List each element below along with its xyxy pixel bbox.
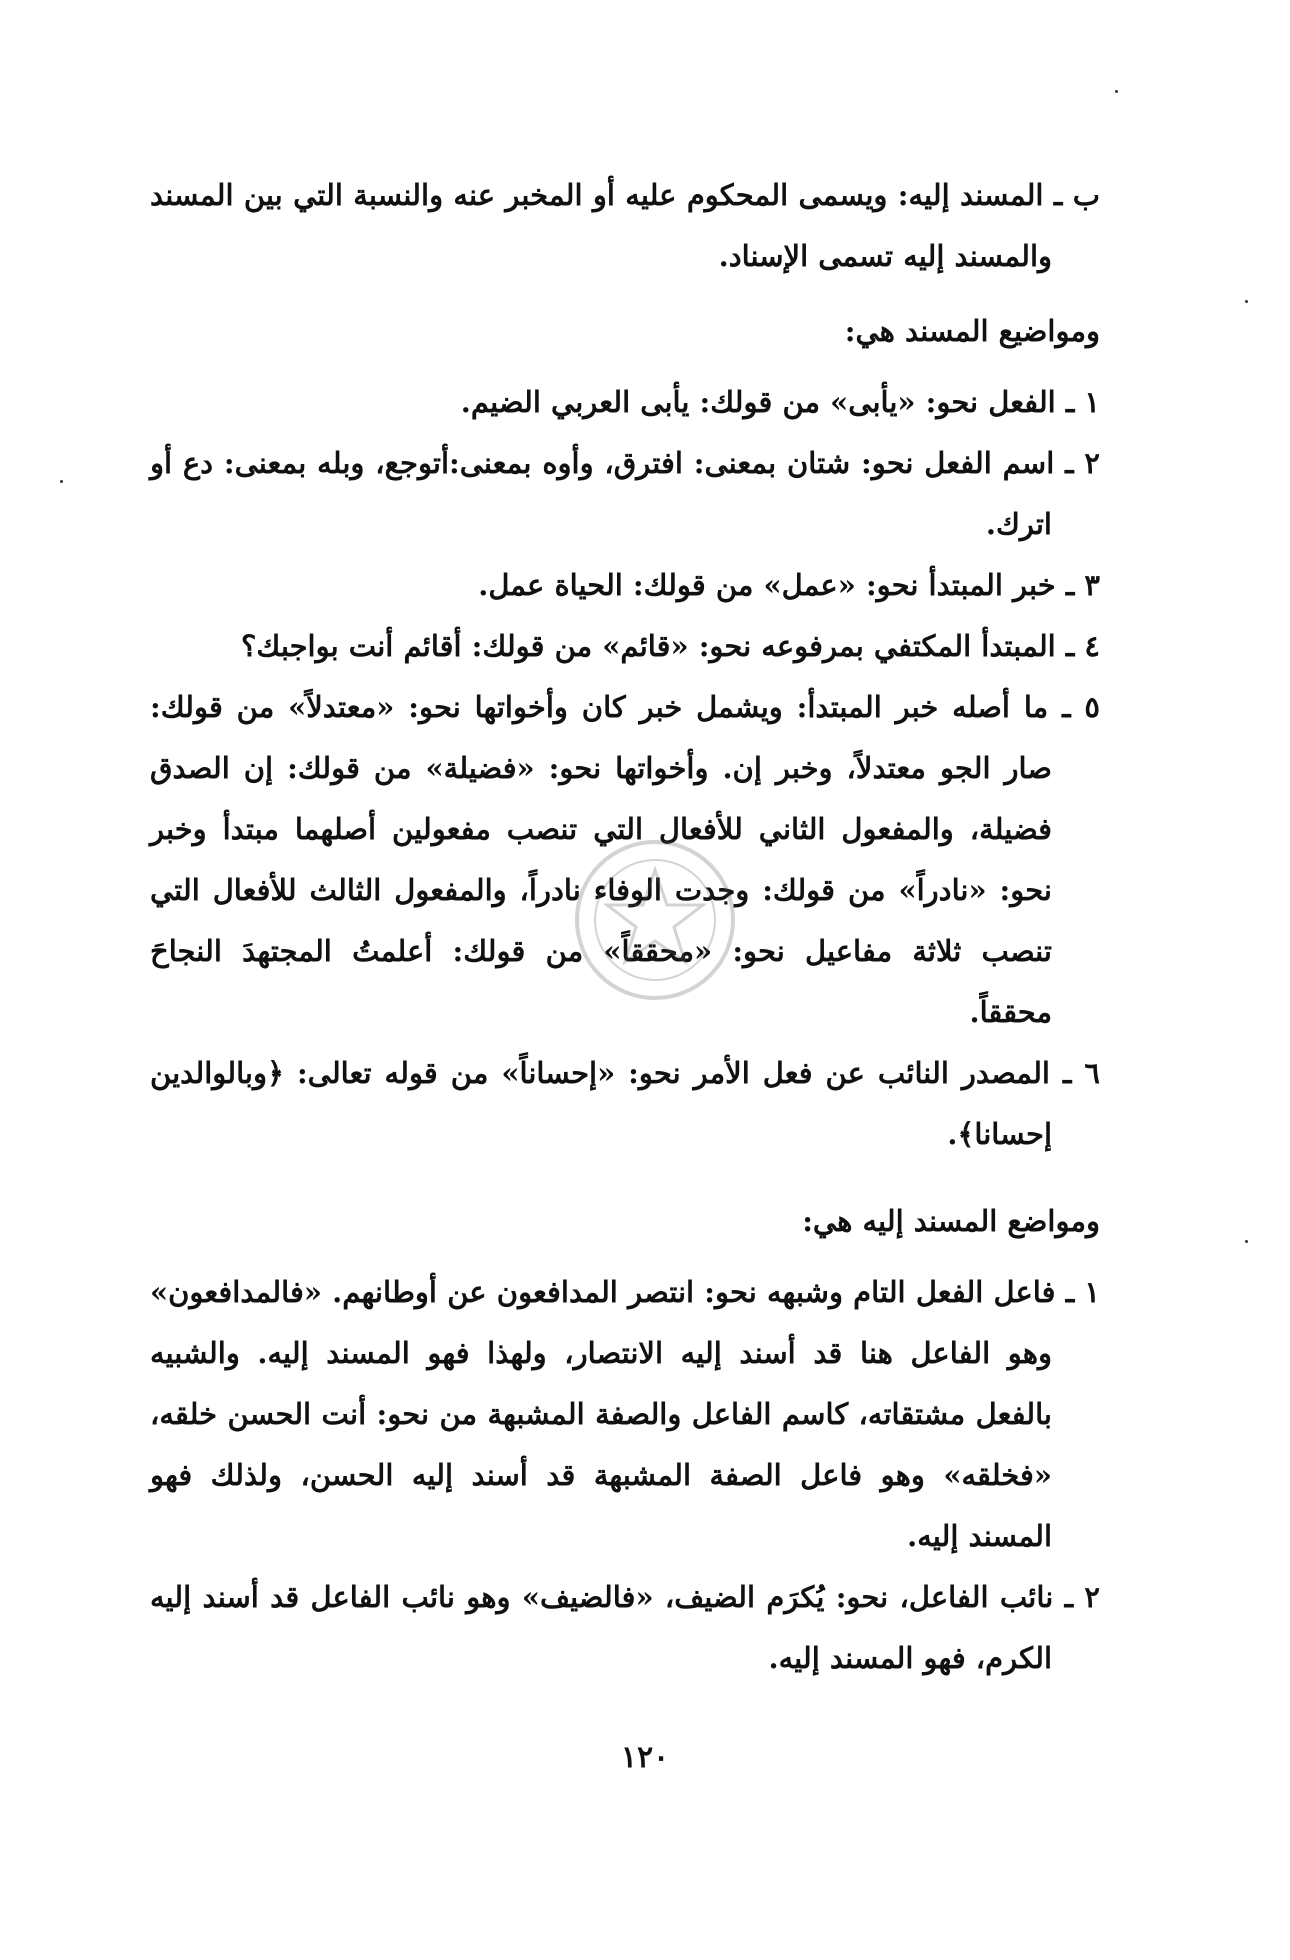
page-body — [150, 165, 1100, 1689]
scan-speck — [1245, 1240, 1248, 1243]
musnad-item: ٦ ـ المصدر النائب عن فعل الأمر نحو: «إحساناً» من قوله تعالى: ﴿وبالوالدين إحسانا﴾. — [150, 1056, 1100, 1151]
musnad-item: ٣ ـ خبر المبتدأ نحو: «عمل» من قولك: الحياة عمل. — [478, 568, 1100, 602]
scan-speck — [60, 480, 63, 483]
musnad-ilayh-item: ١ ـ فاعل الفعل التام وشبهه نحو: انتصر المدافعون عن أوطانهم. «فالمدافعون» وهو الفاعل هنا قد أسند إليه الانتصار، ولهذا فهو المسند إليه. والشبيه بالفعل مشتقاته، كاسم الفاعل والصفة المشبهة من نحو: أنت الحسن خلقه، «فخلقه» وهو فاعل الصفة المشبهة قد أسند إليه الحسن، ولذلك فهو المسند إليه. — [150, 1275, 1100, 1553]
paragraph-musnad-ilayh-definition: ب ـ المسند إليه: ويسمى المحكوم عليه أو المخبر عنه والنسبة التي بين المسند والمسند إليه تسمى الإسناد. — [150, 178, 1100, 273]
musnad-item: ٤ ـ المبتدأ المكتفي بمرفوعه نحو: «قائم» من قولك: أقائم أنت بواجبك؟ — [241, 629, 1100, 663]
musnad-ilayh-list — [150, 1262, 1100, 1689]
heading-musnad-positions: ومواضيع المسند هي: — [844, 314, 1100, 348]
musnad-item: ٥ ـ ما أصله خبر المبتدأ: ويشمل خبر كان وأخواتها نحو: «معتدلاً» من قولك: صار الجو معتدلاً، وخبر إن. وأخواتها نحو: «فضيلة» من قولك: إن الصدق فضيلة، والمفعول الثاني للأفعال التي تنصب مفعولين أصلهما مبتدأ وخبر نحو: «نادراً» من قولك: وجدت الوفاء نادراً، والمفعول الثالث للأفعال التي تنصب ثلاثة مفاعيل نحو: «محققاً» من قولك: أعلمتُ المجتهدَ النجاحَ محققاً. — [150, 690, 1100, 1029]
heading-musnad-ilayh-positions: ومواضع المسند إليه هي: — [802, 1204, 1100, 1238]
musnad-item: ١ ـ الفعل نحو: «يأبى» من قولك: يأبى العربي الضيم. — [460, 385, 1100, 419]
musnad-item: ٢ ـ اسم الفعل نحو: شتان بمعنى: افترق، وأوه بمعنى:أتوجع، وبله بمعنى: دع أو اترك. — [150, 446, 1100, 541]
musnad-list — [150, 372, 1100, 1165]
page-number: ١٢٠ — [620, 1740, 670, 1775]
musnad-ilayh-item: ٢ ـ نائب الفاعل، نحو: يُكرَم الضيف، «فالضيف» وهو نائب الفاعل قد أسند إليه الكرم، فهو المسند إليه. — [150, 1580, 1100, 1675]
scan-speck — [1245, 300, 1248, 303]
scan-speck — [1115, 90, 1118, 93]
